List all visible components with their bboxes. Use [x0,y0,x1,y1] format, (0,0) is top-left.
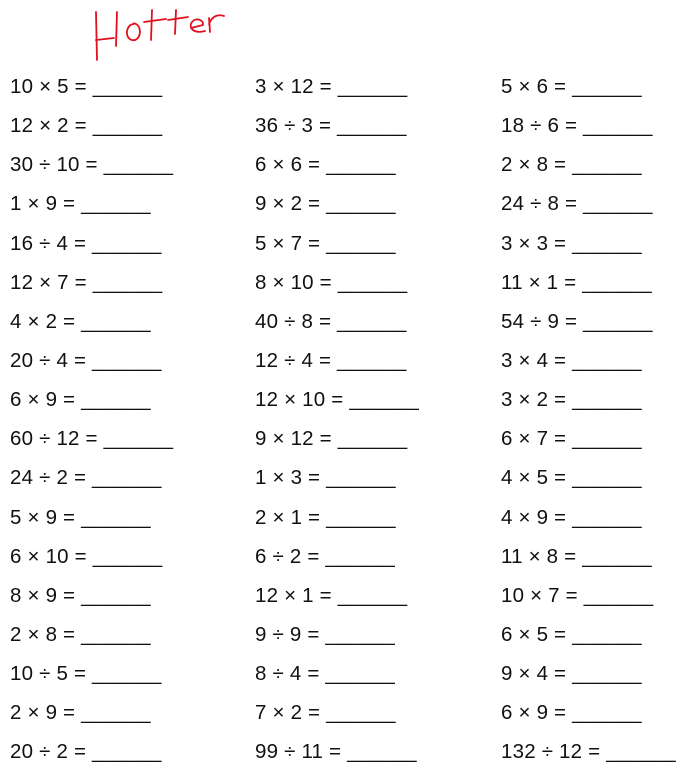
problem-expression: 6 × 7 = [501,427,567,451]
answer-blank[interactable]: ______ [325,544,396,568]
answer-blank[interactable]: ______ [583,583,654,607]
answer-blank[interactable]: ______ [572,622,642,646]
problem [10,537,230,576]
problem [501,615,685,654]
problem [10,184,230,223]
problem [501,302,685,341]
problem [10,458,230,497]
problem [255,732,475,771]
problem-expression: 12 ÷ 4 = [255,348,332,372]
problem [255,537,475,576]
answer-blank[interactable]: ______ [92,740,162,764]
problem [255,263,475,302]
problem-expression: 6 × 10 = [10,544,87,568]
problem [255,693,475,732]
answer-blank[interactable]: ______ [81,192,151,216]
problem-expression: 132 ÷ 12 = [501,740,601,764]
problem [255,654,475,693]
problem-expression: 11 × 8 = [501,544,577,568]
column-3 [501,67,685,772]
problem-expression: 12 × 7 = [10,270,87,294]
problem [501,654,685,693]
column-2 [255,67,475,772]
handwritten-name [88,2,238,66]
problem [501,67,685,106]
problem [255,419,475,458]
answer-blank[interactable]: ______ [572,388,642,412]
answer-blank[interactable]: ______ [583,309,653,333]
problem [501,341,685,380]
problem [10,380,230,419]
answer-blank[interactable]: ______ [325,622,396,646]
answer-blank[interactable]: ______ [582,544,652,568]
problem-expression: 9 × 2 = [255,192,321,216]
answer-blank[interactable]: ______ [81,622,151,646]
problem [255,224,475,263]
problem [255,498,475,537]
problem-expression: 4 × 9 = [501,505,567,529]
answer-blank[interactable]: ______ [572,75,642,98]
problem [10,302,230,341]
answer-blank[interactable]: ______ [572,153,642,177]
problem-expression: 2 × 9 = [10,701,76,725]
problem-expression: 2 × 1 = [255,505,321,529]
answer-blank[interactable]: ______ [326,505,396,529]
problem [255,341,475,380]
problem-expression: 6 ÷ 2 = [255,544,320,568]
problem-expression: 6 × 6 = [255,153,321,177]
problem [10,67,230,106]
problem-expression: 12 × 2 = [10,114,87,138]
problem [501,498,685,537]
problem [501,693,685,732]
column-1 [10,67,230,772]
problem-expression: 10 × 7 = [501,583,578,607]
problem [255,184,475,223]
problem [10,145,230,184]
problem-expression: 9 ÷ 9 = [255,622,320,646]
answer-blank[interactable]: ______ [81,701,151,725]
problem [255,576,475,615]
answer-blank[interactable]: ______ [326,192,396,216]
answer-blank[interactable]: ______ [349,388,419,412]
problem-expression: 16 ÷ 4 = [10,231,87,255]
problem [501,184,685,223]
problem-expression: 12 × 10 = [255,388,344,412]
answer-blank[interactable]: ______ [326,231,396,255]
answer-blank[interactable]: ______ [103,427,174,451]
answer-blank[interactable]: ______ [81,388,151,412]
problem [255,145,475,184]
problem-expression: 24 ÷ 2 = [10,466,87,490]
answer-blank[interactable]: ______ [582,270,652,294]
problem-expression: 8 ÷ 4 = [255,662,320,686]
answer-blank[interactable]: ______ [606,740,676,764]
problem-expression: 2 × 8 = [10,622,76,646]
problem-expression: 24 ÷ 8 = [501,192,578,216]
problem-expression: 36 ÷ 3 = [255,114,332,138]
problem [10,615,230,654]
problem [10,498,230,537]
problem-expression: 2 × 8 = [501,153,567,177]
problem [501,145,685,184]
answer-blank[interactable]: ______ [326,701,396,725]
answer-blank[interactable]: ______ [92,114,163,138]
problem [255,67,475,106]
problem-expression: 6 × 9 = [501,701,567,725]
answer-blank[interactable]: ______ [92,270,163,294]
problem-expression: 7 × 2 = [255,701,321,725]
problem-expression: 9 × 4 = [501,662,567,686]
answer-blank[interactable]: ______ [92,75,163,98]
answer-blank[interactable]: ______ [103,153,174,177]
problem-expression: 5 × 9 = [10,505,76,529]
problem-expression: 6 × 5 = [501,622,567,646]
answer-blank[interactable]: ______ [92,231,162,255]
answer-blank[interactable]: ______ [92,466,162,490]
problem [255,615,475,654]
problem-expression: 6 × 9 = [10,388,76,412]
problem [501,106,685,145]
problem [10,224,230,263]
problem-expression: 3 × 3 = [501,231,567,255]
answer-blank[interactable]: ______ [81,309,151,333]
answer-blank[interactable]: ______ [583,192,653,216]
answer-blank[interactable]: ______ [572,662,642,686]
problem-expression: 5 × 7 = [255,231,321,255]
problem [10,654,230,693]
answer-blank[interactable]: ______ [572,466,642,490]
problem [501,537,685,576]
answer-blank[interactable]: ______ [92,662,162,686]
answer-blank[interactable]: ______ [326,466,396,490]
handwritten-name-ink [88,2,238,66]
problem-expression: 4 × 2 = [10,309,76,333]
answer-blank[interactable]: ______ [337,427,408,451]
answer-blank[interactable]: ______ [92,348,162,372]
problem-expression: 3 × 2 = [501,388,567,412]
problem [501,224,685,263]
problem [255,380,475,419]
problem-expression: 18 ÷ 6 = [501,114,578,138]
problem-expression: 8 × 9 = [10,583,76,607]
problem-expression: 20 ÷ 4 = [10,348,87,372]
problem [10,419,230,458]
problem [10,106,230,145]
answer-blank[interactable]: ______ [326,153,396,177]
answer-blank[interactable]: ______ [92,544,163,568]
problem-expression: 60 ÷ 12 = [10,427,98,451]
answer-blank[interactable]: ______ [572,427,642,451]
problem [10,693,230,732]
problem [255,458,475,497]
problem-expression: 99 ÷ 11 = [255,740,342,764]
problem-expression: 3 × 4 = [501,348,567,372]
answer-blank[interactable]: ______ [81,583,151,607]
problem [501,263,685,302]
problem-expression: 4 × 5 = [501,466,567,490]
answer-blank[interactable]: ______ [337,75,408,98]
problem [10,576,230,615]
problem-expression: 8 × 10 = [255,270,332,294]
answer-blank[interactable]: ______ [572,505,642,529]
problem [501,380,685,419]
problem [10,263,230,302]
problem [501,576,685,615]
problem [501,419,685,458]
answer-blank[interactable]: ______ [347,740,417,764]
problem [255,106,475,145]
problem [10,341,230,380]
answer-blank[interactable]: ______ [583,114,653,138]
answer-blank[interactable]: ______ [337,270,408,294]
problem-expression: 10 × 5 = [10,75,87,98]
problem-expression: 3 × 12 = [255,75,332,98]
problem-expression: 30 ÷ 10 = [10,153,98,177]
answer-blank[interactable]: ______ [81,505,151,529]
problem-expression: 11 × 1 = [501,270,577,294]
problem-expression: 12 × 1 = [255,583,332,607]
answer-blank[interactable]: ______ [572,231,642,255]
problem [501,732,685,771]
problem [501,458,685,497]
problem [10,732,230,771]
problem-expression: 54 ÷ 9 = [501,309,578,333]
answer-blank[interactable]: ______ [337,583,408,607]
answer-blank[interactable]: ______ [572,348,642,372]
problem-expression: 20 ÷ 2 = [10,740,87,764]
answer-blank[interactable]: ______ [337,348,407,372]
answer-blank[interactable]: ______ [572,701,642,725]
problem-expression: 1 × 3 = [255,466,321,490]
problem-expression: 10 ÷ 5 = [10,662,87,686]
problem-expression: 9 × 12 = [255,427,332,451]
problem-expression: 5 × 6 = [501,75,567,98]
answer-blank[interactable]: ______ [337,114,407,138]
problem-expression: 40 ÷ 8 = [255,309,332,333]
answer-blank[interactable]: ______ [337,309,407,333]
problem-expression: 1 × 9 = [10,192,76,216]
answer-blank[interactable]: ______ [325,662,396,686]
problem [255,302,475,341]
